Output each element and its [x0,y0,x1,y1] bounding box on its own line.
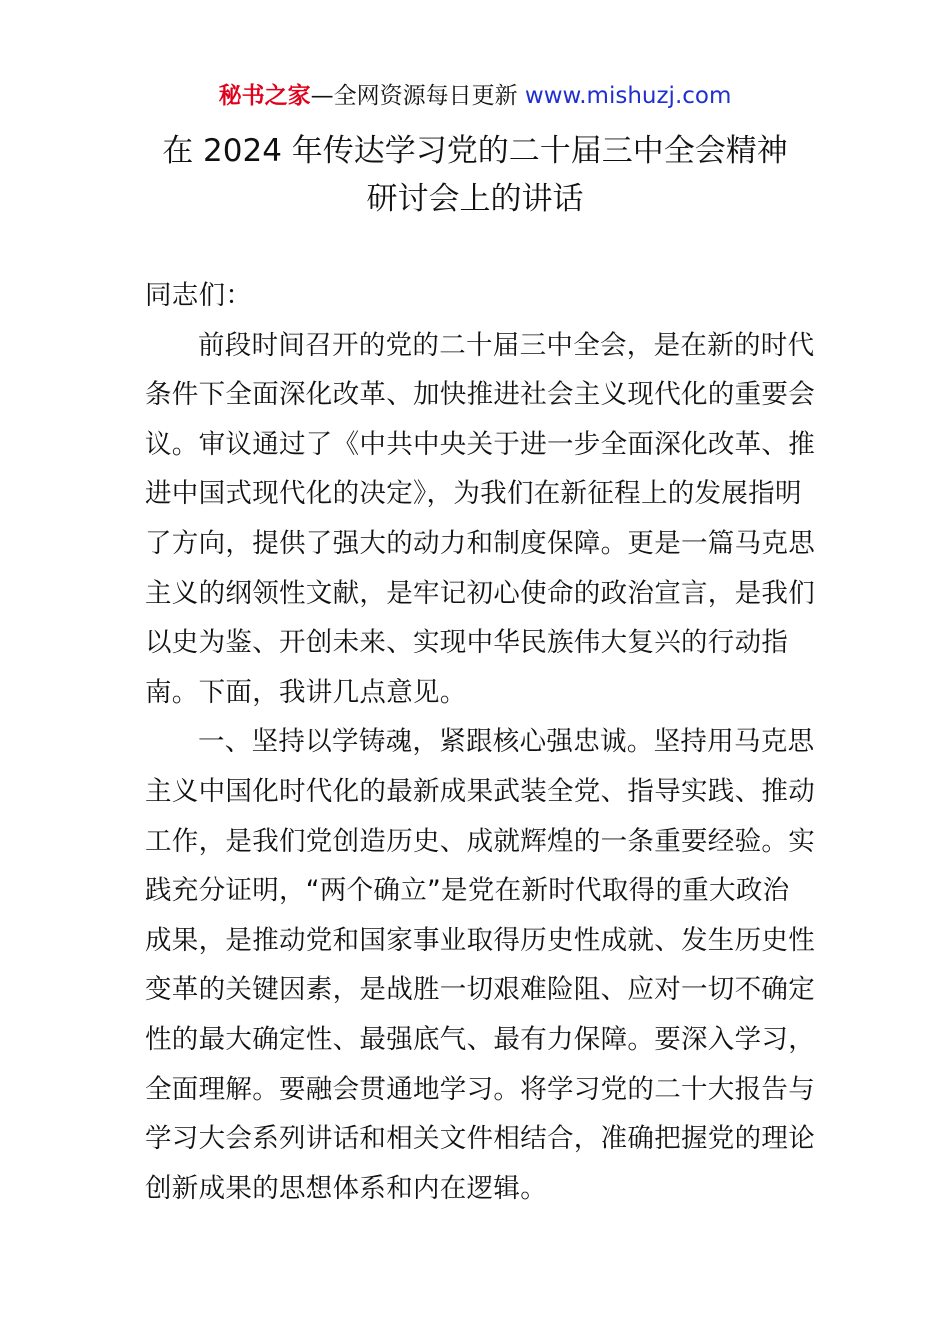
paragraph-line: 进中国式现代化的决定》，为我们在新征程上的发展指明 [145,478,802,510]
paragraph-line: 变革的关键因素，是战胜一切艰难险阻、应对一切不确定 [145,974,815,1006]
brand-name: 秘书之家 [218,83,311,109]
site-header [0,80,950,112]
paragraph-line: 一、坚持以学铸魂，紧跟核心强忠诚。坚持用马克思 [198,726,815,758]
paragraph-line: 主义的纲领性文献，是牢记初心使命的政治宣言，是我们 [145,577,815,609]
paragraph-line: 性的最大确定性、最强底气、最有力保障。要深入学习， [145,1023,815,1055]
header-tagline: —全网资源每日更新 [310,83,518,109]
paragraph-line: 南。下面，我讲几点意见。 [145,676,467,708]
paragraph-line: 条件下全面深化改革、加快推进社会主义现代化的重要会 [145,379,815,411]
paragraph-intro [145,321,815,718]
paragraph-line: 议。审议通过了《中共中央关于进一步全面深化改革、推 [145,428,815,460]
document-title [0,127,950,223]
paragraph-line: 主义中国化时代化的最新成果武装全党、指导实践、推动 [145,775,815,807]
paragraph-line: 成果，是推动党和国家事业取得历史性成就、发生历史性 [145,924,815,956]
paragraph-line: 践充分证明，“两个确立”是党在新时代取得的重大政治 [145,875,790,907]
paragraph-line: 了方向，提供了强大的动力和制度保障。更是一篇马克思 [145,527,815,559]
title-line-1: 在 2024 年传达学习党的二十届三中全会精神 [162,133,788,169]
document-body [145,271,815,1213]
paragraph-line: 学习大会系列讲话和相关文件相结合，准确把握党的理论 [145,1123,815,1155]
paragraph-line: 工作，是我们党创造历史、成就辉煌的一条重要经验。实 [145,825,815,857]
paragraph-line: 创新成果的思想体系和内在逻辑。 [145,1172,547,1204]
site-url-link[interactable]: www.mishuzj.com [524,83,732,109]
paragraph-line: 全面理解。要融会贯通地学习。将学习党的二十大报告与 [145,1073,815,1105]
paragraph-line: 前段时间召开的党的二十届三中全会，是在新的时代 [198,329,815,361]
paragraph-line: 以史为鉴、开创未来、实现中华民族伟大复兴的行动指 [145,627,789,659]
salutation: 同志们： [145,280,253,311]
paragraph-section-one [145,717,815,1213]
title-line-2: 研讨会上的讲话 [366,181,584,217]
